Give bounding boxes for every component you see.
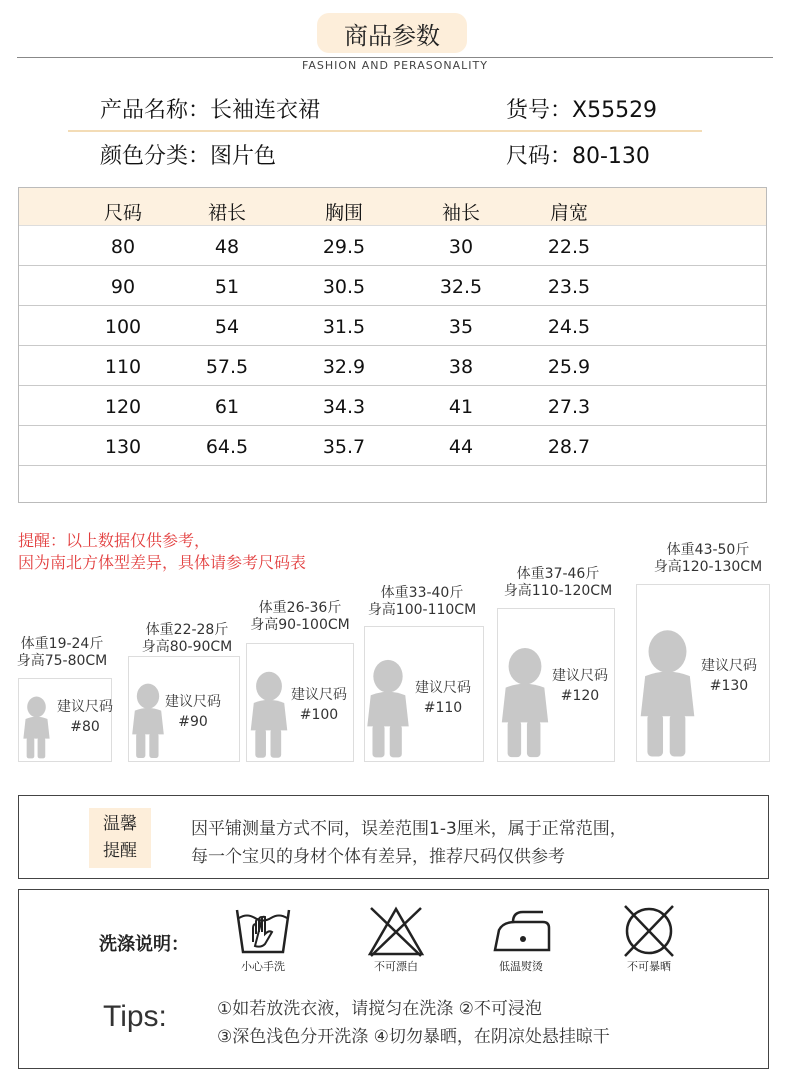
figure-label xyxy=(362,585,482,619)
figure-height: 身高75-80CM xyxy=(16,653,108,669)
figure-rec-size: #130 xyxy=(709,678,749,694)
table-cell: 30.5 xyxy=(322,276,366,298)
figure-weight: 体重19-24斤 xyxy=(20,636,104,652)
figure-rec-label: 建议尺码 xyxy=(552,668,608,684)
table-header-cell: 胸围 xyxy=(324,202,363,224)
table-cell: 80 xyxy=(110,236,136,258)
table-header-cell: 裙长 xyxy=(207,202,246,224)
reminder-badge xyxy=(89,808,151,868)
table-cell: 54 xyxy=(214,316,240,338)
table-cell: 130 xyxy=(104,436,142,458)
product-sku: 货号：X55529 xyxy=(506,98,658,123)
table-cell: 31.5 xyxy=(322,316,366,338)
table-header-cell: 肩宽 xyxy=(549,202,588,224)
table-header-cell: 袖长 xyxy=(441,202,480,224)
tip-line-2: ③深色浅色分开洗涤 ④切勿暴晒，在阴凉处悬挂晾干 xyxy=(217,1027,610,1047)
figure-weight: 体重43-50斤 xyxy=(666,542,750,558)
size-note-line1: 提醒：以上数据仅供参考， xyxy=(18,531,211,550)
table-cell: 48 xyxy=(214,236,240,258)
table-cell: 28.7 xyxy=(547,436,591,458)
table-cell: 38 xyxy=(448,356,474,378)
table-cell: 35 xyxy=(448,316,474,338)
child-silhouette-icon xyxy=(20,696,53,760)
reminder-badge-line1: 温馨 xyxy=(103,814,137,834)
table-cell: 44 xyxy=(448,436,474,458)
wash-label-iron: 低温熨烫 xyxy=(499,960,543,973)
table-cell: 100 xyxy=(104,316,142,338)
figure-label xyxy=(648,542,768,576)
figure-height: 身高110-120CM xyxy=(503,583,613,599)
figure-rec-label: 建议尺码 xyxy=(291,687,347,703)
table-cell: 51 xyxy=(214,276,240,298)
wash-title: 洗涤说明： xyxy=(99,934,189,955)
product-name: 产品名称：长袖连衣裙 xyxy=(100,98,321,123)
figure-weight: 体重22-28斤 xyxy=(145,622,229,638)
reminder-badge-line2: 提醒 xyxy=(103,841,137,861)
figure-weight: 体重33-40斤 xyxy=(380,585,464,601)
table-cell: 30 xyxy=(448,236,474,258)
figure-recommendation xyxy=(284,685,354,725)
child-silhouette-icon xyxy=(634,629,701,760)
table-cell: 23.5 xyxy=(547,276,591,298)
no-sun-icon xyxy=(619,902,679,960)
child-silhouette-icon xyxy=(362,659,414,760)
section-title: 商品参数 xyxy=(317,13,467,53)
figure-height: 身高120-130CM xyxy=(653,559,763,575)
figure-height: 身高80-90CM xyxy=(141,639,233,655)
table-cell: 27.3 xyxy=(547,396,591,418)
figure-rec-size: #110 xyxy=(423,700,463,716)
section-subtitle: FASHION AND PERASONALITY xyxy=(302,59,488,72)
table-cell: 41 xyxy=(448,396,474,418)
table-header-cell: 尺码 xyxy=(103,202,142,224)
figure-rec-size: #120 xyxy=(560,688,600,704)
table-cell: 29.5 xyxy=(322,236,366,258)
figure-weight: 体重26-36斤 xyxy=(258,600,342,616)
figure-rec-size: #90 xyxy=(178,714,208,730)
figure-recommendation xyxy=(694,656,764,696)
low-iron-icon xyxy=(491,908,553,956)
figure-rec-label: 建议尺码 xyxy=(57,699,113,715)
tips-label: Tips: xyxy=(103,1000,167,1033)
figure-rec-label: 建议尺码 xyxy=(165,694,221,710)
figure-recommendation xyxy=(158,692,228,732)
figure-recommendation xyxy=(545,666,615,706)
no-bleach-icon xyxy=(365,904,427,958)
figure-label xyxy=(498,566,618,600)
figure-recommendation xyxy=(408,678,478,718)
figure-height: 身高90-100CM xyxy=(250,617,350,633)
table-cell: 32.5 xyxy=(439,276,483,298)
figure-rec-label: 建议尺码 xyxy=(701,658,757,674)
table-cell: 61 xyxy=(214,396,240,418)
product-size-range: 尺码：80-130 xyxy=(506,144,650,169)
wash-label-bleach: 不可漂白 xyxy=(374,960,418,973)
hand-wash-icon xyxy=(231,904,295,958)
figure-rec-size: #100 xyxy=(299,707,339,723)
wash-instructions-box xyxy=(18,889,769,1069)
table-cell: 24.5 xyxy=(547,316,591,338)
figure-recommendation xyxy=(50,697,120,737)
reminder-text-1: 因平铺测量方式不同，误差范围1-3厘米，属于正常范围， xyxy=(191,819,627,839)
table-cell: 34.3 xyxy=(322,396,366,418)
table-cell: 25.9 xyxy=(547,356,591,378)
wash-label-sun: 不可暴晒 xyxy=(627,960,671,973)
figure-weight: 体重37-46斤 xyxy=(516,566,600,582)
table-cell: 22.5 xyxy=(547,236,591,258)
table-cell: 110 xyxy=(104,356,142,378)
table-cell: 64.5 xyxy=(205,436,249,458)
table-cell: 32.9 xyxy=(322,356,366,378)
figure-label xyxy=(2,636,122,670)
product-color: 颜色分类：图片色 xyxy=(100,144,277,169)
table-cell: 57.5 xyxy=(205,356,249,378)
reminder-box xyxy=(18,795,769,879)
tip-line-1: ①如若放洗衣液，请搅匀在洗涤 ②不可浸泡 xyxy=(217,999,542,1019)
figure-height: 身高100-110CM xyxy=(367,602,477,618)
figure-rec-size: #80 xyxy=(70,719,100,735)
wash-label-hand: 小心手洗 xyxy=(241,960,285,973)
table-cell: 35.7 xyxy=(322,436,366,458)
reminder-text-2: 每一个宝贝的身材个体有差异，推荐尺码仅供参考 xyxy=(191,847,565,867)
table-cell: 120 xyxy=(104,396,142,418)
size-note-line2: 因为南北方体型差异，具体请参考尺码表 xyxy=(18,553,307,572)
figure-label xyxy=(127,622,247,656)
figure-label xyxy=(240,600,360,634)
figure-rec-label: 建议尺码 xyxy=(415,680,471,696)
table-cell: 90 xyxy=(110,276,136,298)
